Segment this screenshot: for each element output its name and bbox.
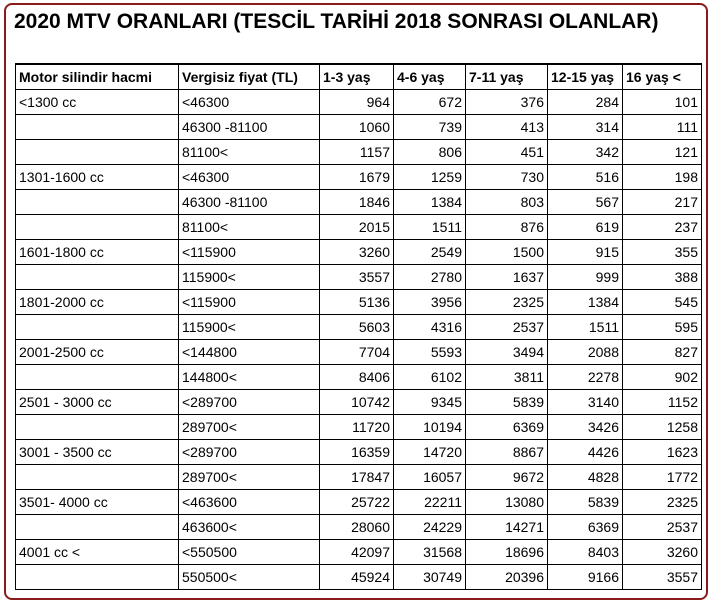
tax-value-cell: 1500 [466,240,548,265]
tax-value-cell: 8867 [466,440,548,465]
price-cell: 289700< [179,465,320,490]
header-age-1-3: 1-3 yaş [320,64,394,90]
tax-value-cell: 516 [548,165,623,190]
price-cell: 463600< [179,515,320,540]
tax-value-cell: 2015 [320,215,394,240]
table-row [16,465,702,490]
engine-cell [16,115,179,140]
tax-value-cell: 1384 [394,190,466,215]
tax-value-cell: 11720 [320,415,394,440]
engine-cell: 3001 - 3500 cc [16,440,179,465]
table-row [16,565,702,590]
header-price: Vergisiz fiyat (TL) [179,64,320,90]
tax-value-cell: 10742 [320,390,394,415]
tax-value-cell: 3426 [548,415,623,440]
engine-cell: <1300 cc [16,90,179,115]
tax-value-cell: 237 [623,215,702,240]
tax-value-cell: 18696 [466,540,548,565]
table-row [16,340,702,365]
tax-value-cell: 376 [466,90,548,115]
tax-value-cell: 9672 [466,465,548,490]
tax-value-cell: 16359 [320,440,394,465]
tax-value-cell: 1637 [466,265,548,290]
header-age-12-15: 12-15 yaş [548,64,623,90]
engine-cell: 2501 - 3000 cc [16,390,179,415]
tax-value-cell: 876 [466,215,548,240]
tax-value-cell: 198 [623,165,702,190]
page-title: 2020 MTV ORANLARI (TESCİL TARİHİ 2018 SONRASI OLANLAR) [14,10,659,33]
tax-value-cell: 2537 [623,515,702,540]
tax-value-cell: 7704 [320,340,394,365]
tax-value-cell: 42097 [320,540,394,565]
price-cell: 46300 -81100 [179,190,320,215]
tax-value-cell: 3811 [466,365,548,390]
tax-value-cell: 567 [548,190,623,215]
price-cell: <550500 [179,540,320,565]
tax-value-cell: 8406 [320,365,394,390]
tax-value-cell: 3494 [466,340,548,365]
tax-value-cell: 1846 [320,190,394,215]
table-row [16,490,702,515]
price-cell: <46300 [179,90,320,115]
table-row [16,390,702,415]
tax-value-cell: 803 [466,190,548,215]
tax-value-cell: 1060 [320,115,394,140]
engine-cell [16,215,179,240]
price-cell: <46300 [179,165,320,190]
engine-cell [16,140,179,165]
tax-value-cell: 1259 [394,165,466,190]
tax-value-cell: 30749 [394,565,466,590]
price-cell: 81100< [179,140,320,165]
tax-value-cell: 17847 [320,465,394,490]
tax-value-cell: 730 [466,165,548,190]
tax-value-cell: 314 [548,115,623,140]
tax-value-cell: 2278 [548,365,623,390]
tax-value-cell: 1157 [320,140,394,165]
header-age-16-plus: 16 yaş < [623,64,702,90]
table-row [16,115,702,140]
tax-value-cell: 3956 [394,290,466,315]
table-row [16,190,702,215]
tax-value-cell: 2549 [394,240,466,265]
tax-value-cell: 16057 [394,465,466,490]
table-row [16,415,702,440]
tax-value-cell: 619 [548,215,623,240]
tax-value-cell: 14271 [466,515,548,540]
tax-value-cell: 1384 [548,290,623,315]
header-engine: Motor silindir hacmi [16,64,179,90]
table-row [16,240,702,265]
tax-value-cell: 4828 [548,465,623,490]
table-header-row [16,64,702,90]
price-cell: <144800 [179,340,320,365]
tax-value-cell: 2325 [466,290,548,315]
engine-cell: 4001 cc < [16,540,179,565]
price-cell: 115900< [179,315,320,340]
engine-cell: 3501- 4000 cc [16,490,179,515]
price-cell: <289700 [179,390,320,415]
tax-value-cell: 451 [466,140,548,165]
table-row [16,165,702,190]
tax-value-cell: 413 [466,115,548,140]
engine-cell: 2001-2500 cc [16,340,179,365]
tax-value-cell: 13080 [466,490,548,515]
table-row [16,140,702,165]
header-age-7-11: 7-11 yaş [466,64,548,90]
engine-cell [16,465,179,490]
tax-value-cell: 2537 [466,315,548,340]
price-cell: <289700 [179,440,320,465]
table-row [16,440,702,465]
tax-value-cell: 31568 [394,540,466,565]
tax-value-cell: 2780 [394,265,466,290]
tax-value-cell: 5603 [320,315,394,340]
tax-value-cell: 3557 [623,565,702,590]
tax-value-cell: 1623 [623,440,702,465]
engine-cell: 1601-1800 cc [16,240,179,265]
tax-value-cell: 6102 [394,365,466,390]
tax-value-cell: 1511 [548,315,623,340]
tax-value-cell: 964 [320,90,394,115]
tax-value-cell: 6369 [466,415,548,440]
tax-value-cell: 284 [548,90,623,115]
tax-value-cell: 5839 [548,490,623,515]
tax-value-cell: 1679 [320,165,394,190]
tax-value-cell: 25722 [320,490,394,515]
tax-value-cell: 5839 [466,390,548,415]
tax-value-cell: 22211 [394,490,466,515]
tax-value-cell: 9345 [394,390,466,415]
header-age-4-6: 4-6 yaş [394,64,466,90]
engine-cell: 1301-1600 cc [16,165,179,190]
tax-value-cell: 827 [623,340,702,365]
tax-value-cell: 999 [548,265,623,290]
engine-cell [16,415,179,440]
tax-value-cell: 101 [623,90,702,115]
price-cell: 115900< [179,265,320,290]
tax-value-cell: 28060 [320,515,394,540]
price-cell: 289700< [179,415,320,440]
tax-value-cell: 121 [623,140,702,165]
tax-value-cell: 1511 [394,215,466,240]
tax-value-cell: 388 [623,265,702,290]
tax-value-cell: 3140 [548,390,623,415]
price-cell: <115900 [179,240,320,265]
engine-cell [16,190,179,215]
tax-value-cell: 6369 [548,515,623,540]
tax-value-cell: 739 [394,115,466,140]
price-cell: 81100< [179,215,320,240]
tax-value-cell: 1772 [623,465,702,490]
table-row [16,215,702,240]
tax-value-cell: 915 [548,240,623,265]
tax-value-cell: 3260 [320,240,394,265]
engine-cell: 1801-2000 cc [16,290,179,315]
tax-value-cell: 8403 [548,540,623,565]
tax-value-cell: 24229 [394,515,466,540]
price-cell: <463600 [179,490,320,515]
tax-value-cell: 4316 [394,315,466,340]
table-row [16,515,702,540]
tax-value-cell: 9166 [548,565,623,590]
mtv-rates-table [15,63,702,590]
tax-value-cell: 902 [623,365,702,390]
tax-value-cell: 545 [623,290,702,315]
tax-value-cell: 2325 [623,490,702,515]
tax-value-cell: 111 [623,115,702,140]
tax-value-cell: 20396 [466,565,548,590]
tax-value-cell: 45924 [320,565,394,590]
engine-cell [16,565,179,590]
tax-value-cell: 5593 [394,340,466,365]
tax-value-cell: 4426 [548,440,623,465]
table-row [16,90,702,115]
price-cell: 46300 -81100 [179,115,320,140]
price-cell: 144800< [179,365,320,390]
engine-cell [16,365,179,390]
price-cell: <115900 [179,290,320,315]
table-row [16,265,702,290]
tax-value-cell: 1152 [623,390,702,415]
table-row [16,365,702,390]
table-row [16,290,702,315]
tax-value-cell: 355 [623,240,702,265]
tax-value-cell: 3557 [320,265,394,290]
tax-value-cell: 217 [623,190,702,215]
tax-value-cell: 342 [548,140,623,165]
tax-value-cell: 5136 [320,290,394,315]
tax-value-cell: 2088 [548,340,623,365]
tax-value-cell: 10194 [394,415,466,440]
tax-value-cell: 595 [623,315,702,340]
price-cell: 550500< [179,565,320,590]
tax-value-cell: 14720 [394,440,466,465]
table-row [16,315,702,340]
engine-cell [16,515,179,540]
table-row [16,540,702,565]
tax-value-cell: 3260 [623,540,702,565]
engine-cell [16,315,179,340]
tax-value-cell: 1258 [623,415,702,440]
tax-value-cell: 806 [394,140,466,165]
tax-value-cell: 672 [394,90,466,115]
engine-cell [16,265,179,290]
